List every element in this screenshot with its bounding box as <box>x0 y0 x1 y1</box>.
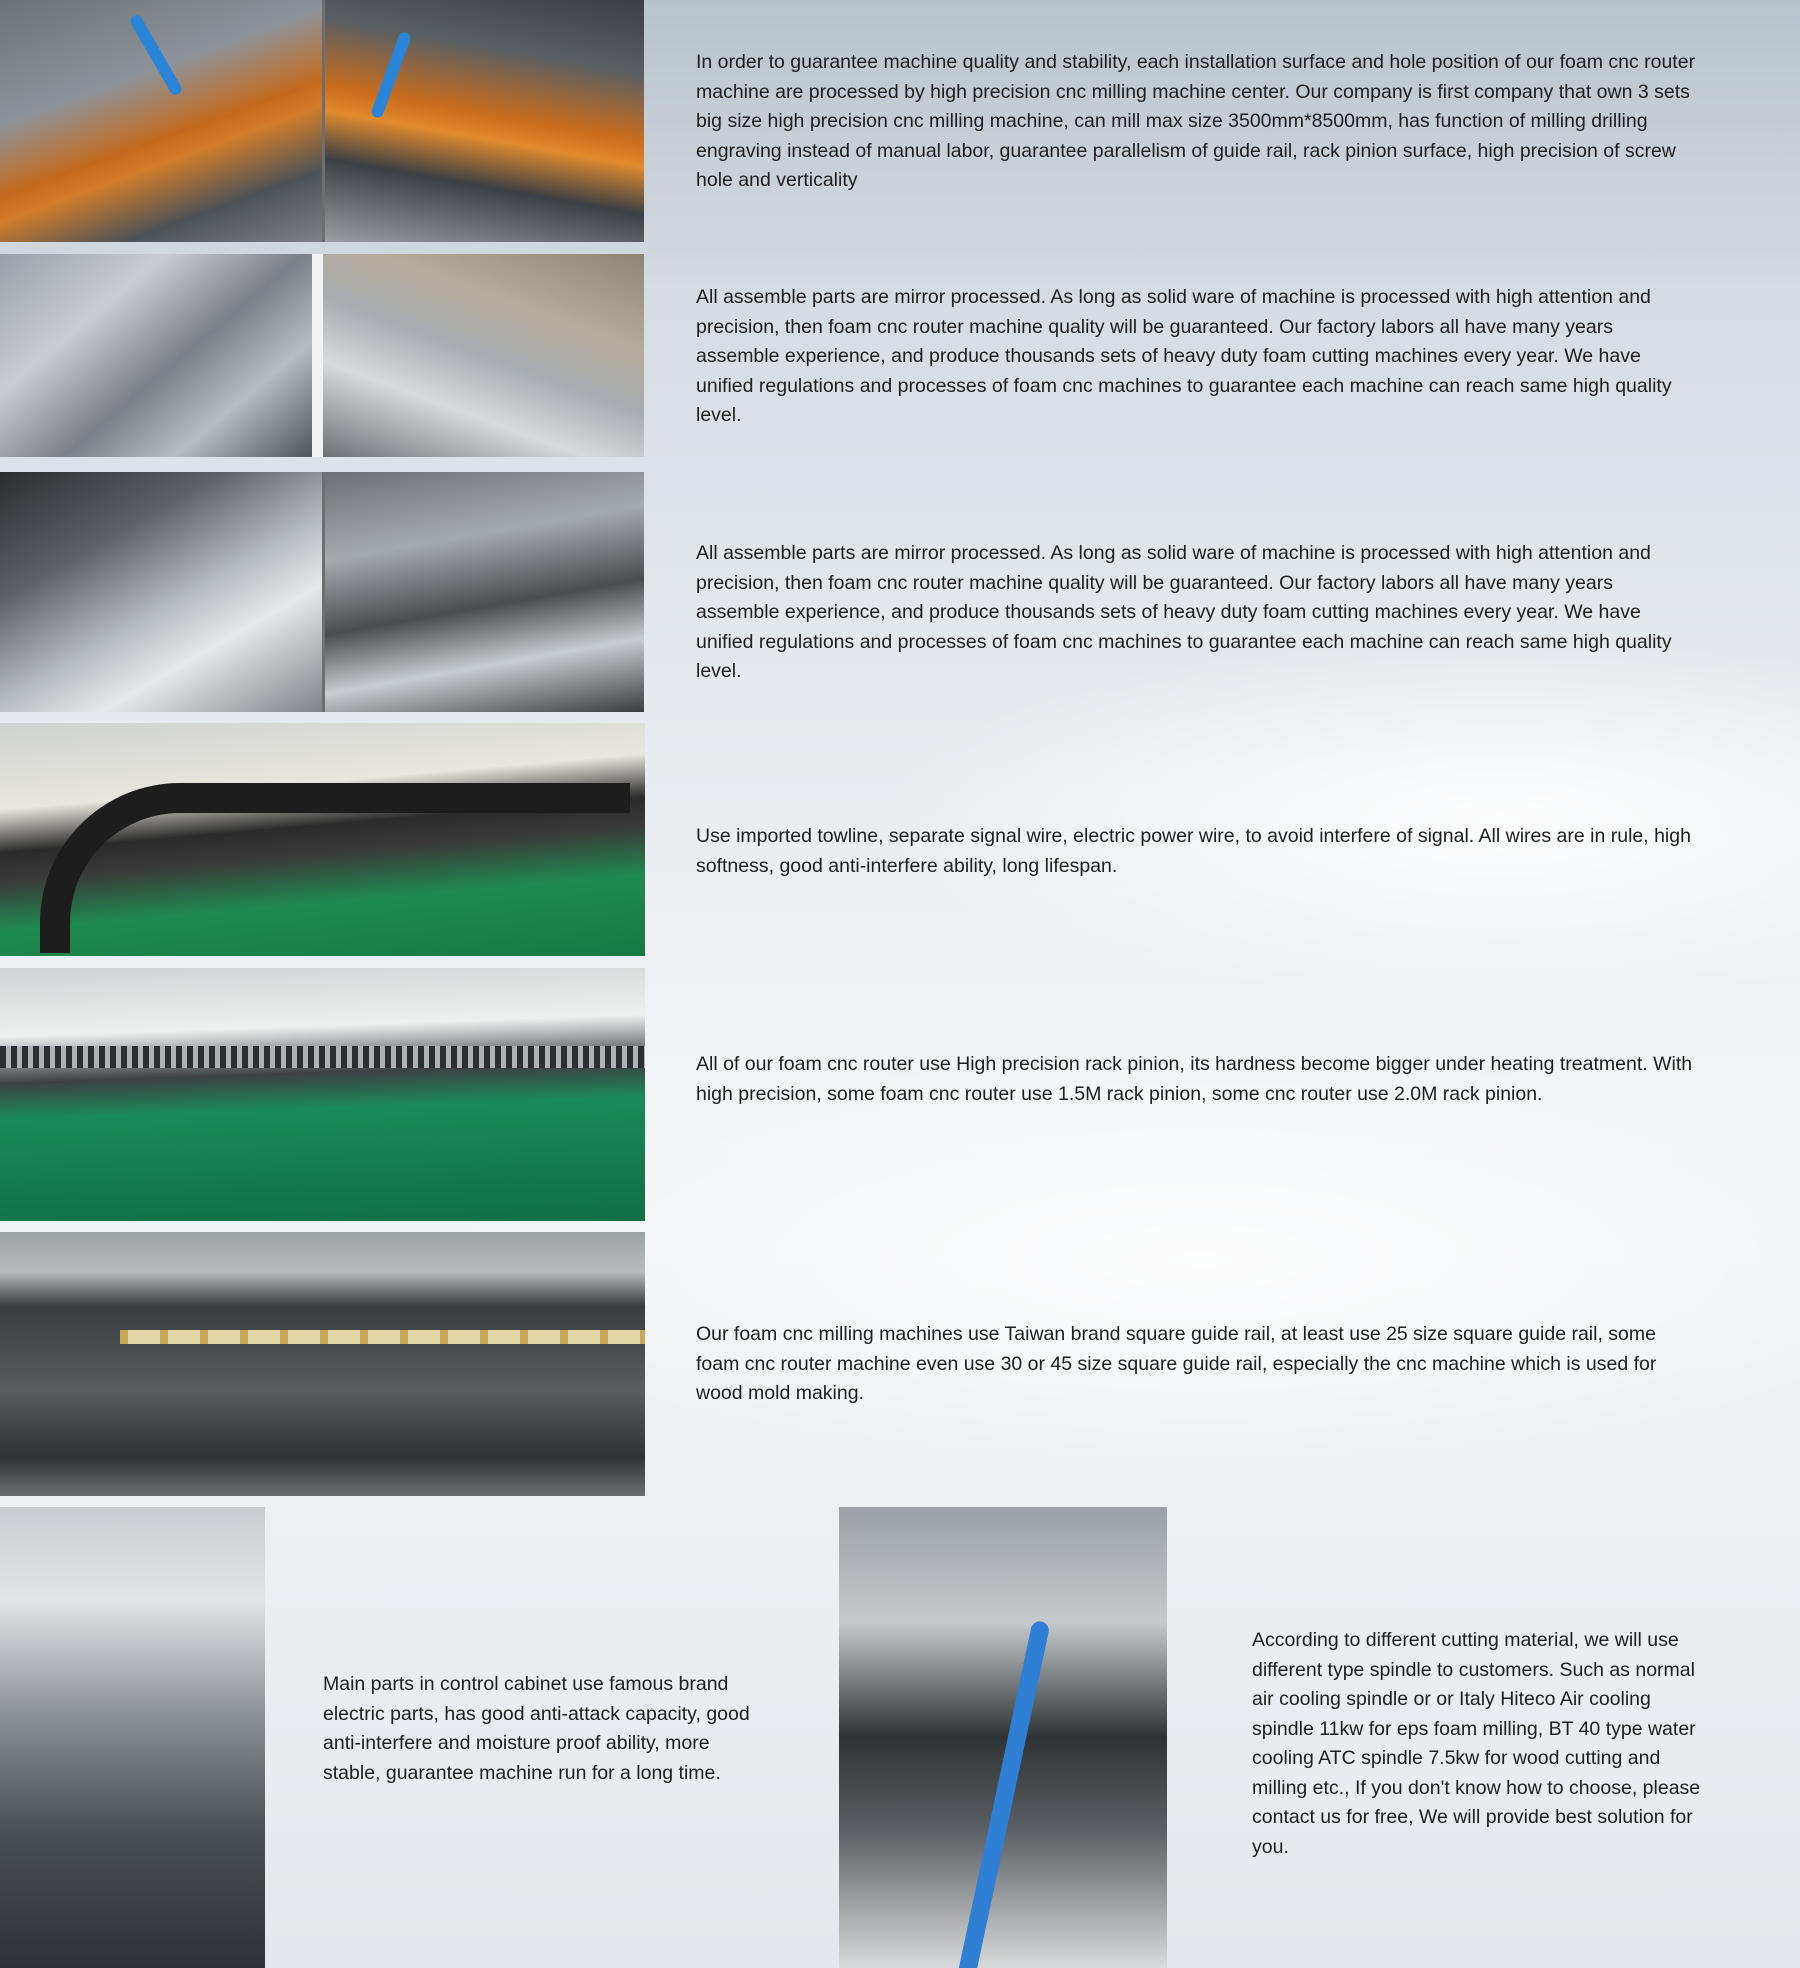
machining-left-photo <box>0 472 322 712</box>
control-cabinet-photo <box>0 1507 265 1968</box>
drag-chain-shape <box>40 783 630 953</box>
milling-center-photo <box>0 0 644 242</box>
assemble-description-1: All assemble parts are mirror processed. As long as solid ware of machine is processed with high attention and precision, then foam cnc router machine quality will be guaranteed. Our factory labors all have many years assemble experience, and produce thousands sets of heavy duty foam cutting machines every year. We have unified regulations and processes of foam cnc machines to guarantee each machine can reach same high quality level. <box>696 286 1672 426</box>
milling-description: In order to guarantee machine quality and stability, each installation surface and hole position of our foam cnc router machine are processed by high precision cnc milling machine center. Our company is first company that own 3 sets big size high precision cnc milling machine, can mill max size 3500mm*8500mm, has function of milling drilling engraving instead of manual labor, guarantee parallelism of guide rail, rack pinion surface, high precision of screw hole and verticality <box>696 51 1696 191</box>
coolant-hose-shape <box>946 1620 1051 1968</box>
parts-left-photo <box>0 254 312 457</box>
towline-description: Use imported towline, separate signal wire, electric power wire, to avoid interfere of signal. All wires are in rule, high softness, good anti-interfere ability, long lifespan. <box>696 825 1691 877</box>
milling-head-right-photo <box>325 0 644 242</box>
mirror-processed-parts-photo <box>0 254 644 457</box>
rack-teeth-shape <box>0 1046 645 1068</box>
machining-center-photo <box>0 472 644 712</box>
rack-pinion-photo <box>0 968 645 1221</box>
machining-right-photo <box>325 472 644 712</box>
guide-rail-description: Our foam cnc milling machines use Taiwan brand square guide rail, at least use 25 size square guide rail, some foam cnc router machine even use 30 or 45 size square guide rail, especially the cnc machine which is used for wood mold making. <box>696 1323 1657 1404</box>
hiteco-spindle-photo <box>839 1507 1167 1968</box>
parts-right-photo <box>323 254 644 457</box>
rack-pinion-description: All of our foam cnc router use High precision rack pinion, its hardness become bigger under heating treatment. With high precision, some foam cnc router use 1.5M rack pinion, some cnc router use 2.0M rack pinion. <box>696 1053 1693 1105</box>
milling-head-left-photo <box>0 0 322 242</box>
towline-photo <box>0 723 645 956</box>
spindle-description: According to different cutting material, we will use different type spindle to customers. Such as normal air cooling spindle or or Italy Hiteco Air cooling spindle 11kw for eps foam milling, BT 40 type water cooling ATC spindle 7.5kw for wood cutting and milling etc., If you don't know how to choose, please contact us for free, We will provide best solution for you. <box>1252 1629 1701 1858</box>
control-cabinet-description: Main parts in control cabinet use famous brand electric parts, has good anti-attack capacity, good anti-interfere and moisture proof ability, more stable, guarantee machine run for a long time. <box>323 1673 750 1784</box>
guide-rail-shape <box>120 1330 645 1344</box>
assemble-description-2: All assemble parts are mirror processed. As long as solid ware of machine is processed with high attention and precision, then foam cnc router machine quality will be guaranteed. Our factory labors all have many years assemble experience, and produce thousands sets of heavy duty foam cutting machines every year. We have unified regulations and processes of foam cnc machines to guarantee each machine can reach same high quality level. <box>696 542 1672 682</box>
guide-rail-photo <box>0 1232 645 1496</box>
